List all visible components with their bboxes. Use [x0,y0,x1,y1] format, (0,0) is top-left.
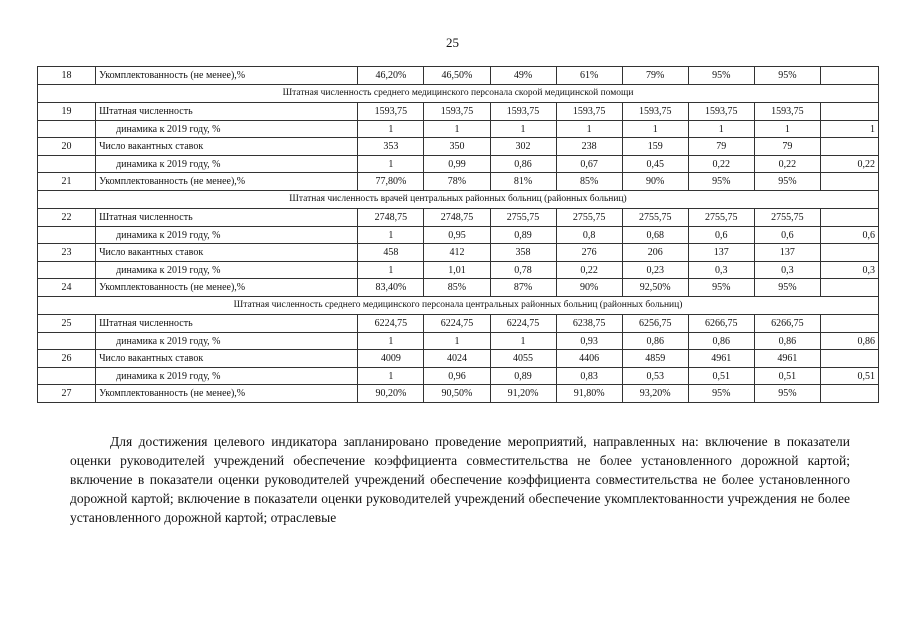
value-cell: 0,89 [490,368,556,385]
value-cell: 2748,75 [358,209,424,227]
value-cell: 0,96 [424,368,490,385]
value-cell [820,173,878,191]
table-row [38,209,879,227]
value-cell [820,103,878,121]
row-number: 25 [38,315,96,333]
table-row [38,315,879,333]
table-row [38,227,879,244]
table-row [38,173,879,191]
staffing-table [37,66,879,403]
value-cell: 206 [622,244,688,262]
value-cell: 1593,75 [490,103,556,121]
table-row [38,333,879,350]
value-cell: 358 [490,244,556,262]
row-label: динамика к 2019 году, % [96,333,358,350]
value-cell: 6256,75 [622,315,688,333]
value-cell: 0,51 [688,368,754,385]
value-cell: 90,20% [358,385,424,403]
value-cell: 85% [556,173,622,191]
row-number: 21 [38,173,96,191]
row-number [38,333,96,350]
row-number [38,121,96,138]
value-cell: 0,99 [424,156,490,173]
row-label: динамика к 2019 году, % [96,262,358,279]
section-title: Штатная численность среднего медицинского персонала скорой медицинской помощи [38,85,879,103]
value-cell: 90% [622,173,688,191]
value-cell [820,279,878,297]
table-row [38,279,879,297]
section-header-row [38,297,879,315]
table-row [38,244,879,262]
value-cell: 2755,75 [688,209,754,227]
value-cell: 0,53 [622,368,688,385]
value-cell: 0,86 [490,156,556,173]
value-cell: 0,3 [688,262,754,279]
value-cell: 2748,75 [424,209,490,227]
value-cell: 1 [820,121,878,138]
value-cell: 0,86 [622,333,688,350]
value-cell: 87% [490,279,556,297]
row-label: Штатная численность [96,209,358,227]
value-cell: 238 [556,138,622,156]
table-row [38,385,879,403]
value-cell: 79 [754,138,820,156]
value-cell: 0,45 [622,156,688,173]
value-cell: 4961 [754,350,820,368]
value-cell: 6266,75 [754,315,820,333]
value-cell: 4406 [556,350,622,368]
value-cell: 1593,75 [688,103,754,121]
value-cell: 95% [754,173,820,191]
value-cell: 1 [490,333,556,350]
value-cell [820,350,878,368]
value-cell: 1 [622,121,688,138]
value-cell: 0,51 [820,368,878,385]
row-number: 20 [38,138,96,156]
section-header-row [38,85,879,103]
page-number: 25 [446,35,459,50]
value-cell: 1 [358,156,424,173]
table-row [38,156,879,173]
row-label: Штатная численность [96,315,358,333]
value-cell: 79% [622,67,688,85]
value-cell: 1 [556,121,622,138]
value-cell: 1 [424,121,490,138]
value-cell: 1 [754,121,820,138]
value-cell: 2755,75 [622,209,688,227]
value-cell: 1 [358,262,424,279]
value-cell: 353 [358,138,424,156]
table-row [38,67,879,85]
value-cell: 302 [490,138,556,156]
value-cell: 4024 [424,350,490,368]
section-title: Штатная численность врачей центральных районных больниц (районных больниц) [38,191,879,209]
value-cell: 0,93 [556,333,622,350]
value-cell: 92,50% [622,279,688,297]
value-cell: 90% [556,279,622,297]
value-cell [820,385,878,403]
value-cell: 95% [754,385,820,403]
value-cell: 61% [556,67,622,85]
table-row [38,121,879,138]
value-cell: 4055 [490,350,556,368]
value-cell: 458 [358,244,424,262]
row-label: Число вакантных ставок [96,350,358,368]
value-cell: 0,68 [622,227,688,244]
value-cell: 79 [688,138,754,156]
value-cell: 0,6 [820,227,878,244]
value-cell: 0,3 [754,262,820,279]
value-cell: 0,22 [688,156,754,173]
value-cell: 1 [358,121,424,138]
value-cell: 83,40% [358,279,424,297]
value-cell: 95% [688,279,754,297]
value-cell: 1593,75 [622,103,688,121]
table-row [38,138,879,156]
row-label: динамика к 2019 году, % [96,227,358,244]
value-cell: 0,86 [754,333,820,350]
value-cell: 4859 [622,350,688,368]
value-cell: 0,51 [754,368,820,385]
value-cell: 95% [754,279,820,297]
row-number: 23 [38,244,96,262]
value-cell: 0,67 [556,156,622,173]
row-number [38,262,96,279]
value-cell: 77,80% [358,173,424,191]
value-cell: 1593,75 [754,103,820,121]
value-cell: 85% [424,279,490,297]
value-cell: 0,6 [754,227,820,244]
value-cell: 46,50% [424,67,490,85]
section-title: Штатная численность среднего медицинского персонала центральных районных больниц (районных больниц) [38,297,879,315]
row-number: 26 [38,350,96,368]
row-number [38,156,96,173]
value-cell: 6224,75 [424,315,490,333]
value-cell: 0,86 [820,333,878,350]
value-cell: 137 [754,244,820,262]
value-cell: 412 [424,244,490,262]
value-cell: 6224,75 [358,315,424,333]
value-cell: 0,78 [490,262,556,279]
row-label: динамика к 2019 году, % [96,156,358,173]
value-cell: 95% [688,385,754,403]
row-label: Штатная численность [96,103,358,121]
value-cell: 1593,75 [556,103,622,121]
value-cell: 4961 [688,350,754,368]
value-cell: 2755,75 [556,209,622,227]
row-label: Число вакантных ставок [96,138,358,156]
value-cell: 0,83 [556,368,622,385]
value-cell: 0,86 [688,333,754,350]
value-cell: 0,22 [754,156,820,173]
value-cell: 2755,75 [754,209,820,227]
row-label: динамика к 2019 году, % [96,121,358,138]
value-cell: 0,95 [424,227,490,244]
row-label: Укомплектованность (не менее),% [96,385,358,403]
row-label: динамика к 2019 году, % [96,368,358,385]
table-row [38,103,879,121]
value-cell: 46,20% [358,67,424,85]
row-number: 24 [38,279,96,297]
value-cell [820,244,878,262]
value-cell: 1,01 [424,262,490,279]
value-cell: 0,8 [556,227,622,244]
row-label: Число вакантных ставок [96,244,358,262]
value-cell: 1 [358,227,424,244]
value-cell: 91,20% [490,385,556,403]
row-label: Укомплектованность (не менее),% [96,67,358,85]
value-cell: 91,80% [556,385,622,403]
value-cell: 0,89 [490,227,556,244]
row-number [38,368,96,385]
value-cell: 81% [490,173,556,191]
value-cell: 95% [688,67,754,85]
table-body [38,67,879,403]
value-cell: 0,6 [688,227,754,244]
value-cell: 276 [556,244,622,262]
value-cell: 350 [424,138,490,156]
value-cell: 1 [358,333,424,350]
value-cell: 0,23 [622,262,688,279]
value-cell: 4009 [358,350,424,368]
table-row [38,262,879,279]
table-row [38,368,879,385]
value-cell [820,209,878,227]
value-cell: 1593,75 [424,103,490,121]
value-cell: 93,20% [622,385,688,403]
value-cell: 2755,75 [490,209,556,227]
section-header-row [38,191,879,209]
value-cell: 6238,75 [556,315,622,333]
value-cell: 0,3 [820,262,878,279]
value-cell: 1 [490,121,556,138]
value-cell: 159 [622,138,688,156]
value-cell: 1 [688,121,754,138]
value-cell: 1 [424,333,490,350]
value-cell: 95% [688,173,754,191]
row-number: 22 [38,209,96,227]
value-cell: 6266,75 [688,315,754,333]
value-cell: 0,22 [556,262,622,279]
row-label: Укомплектованность (не менее),% [96,173,358,191]
paragraph-text: Для достижения целевого индикатора запланировано проведение мероприятий, направленных на: включение в показатели оценки руководителей учреждений обеспечение коэффициента совместительства не более установленного дорожной картой; включение в показатели оценки руководителей учреждений обеспечение коэффициента совместительства не более установленного дорожной картой; включение в показатели оценки руководителей учреждений обеспечение укомплектованности учреждения не более установленного дорожной картой; отраслевые [70,434,850,525]
row-number: 27 [38,385,96,403]
row-number: 19 [38,103,96,121]
value-cell [820,67,878,85]
body-paragraph [70,432,850,527]
value-cell: 6224,75 [490,315,556,333]
value-cell: 137 [688,244,754,262]
value-cell: 1593,75 [358,103,424,121]
row-number [38,227,96,244]
value-cell: 49% [490,67,556,85]
value-cell: 1 [358,368,424,385]
value-cell: 0,22 [820,156,878,173]
row-number: 18 [38,67,96,85]
value-cell: 90,50% [424,385,490,403]
value-cell: 95% [754,67,820,85]
value-cell [820,138,878,156]
table-row [38,350,879,368]
value-cell: 78% [424,173,490,191]
value-cell [820,315,878,333]
row-label: Укомплектованность (не менее),% [96,279,358,297]
